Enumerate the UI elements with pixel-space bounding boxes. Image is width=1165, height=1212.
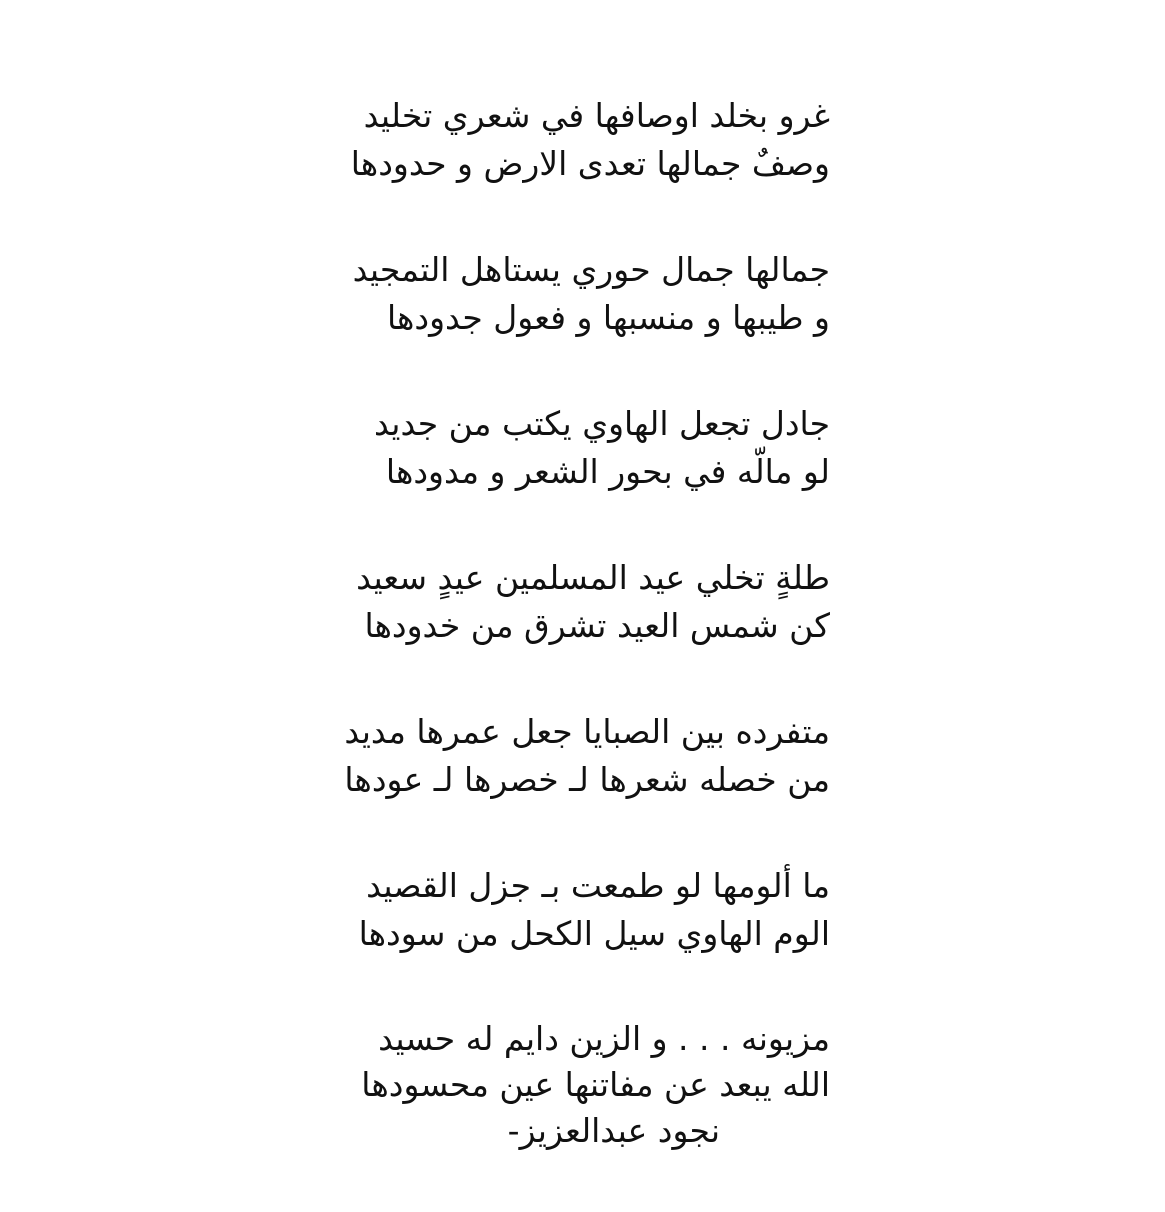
stanza-1 bbox=[300, 92, 830, 188]
verse-line: جادل تجعل الهاوي يكتب من جديد bbox=[373, 404, 830, 443]
stanza-3 bbox=[300, 400, 830, 496]
verse-line: مزيونه . . . و الزين دايم له حسيد bbox=[378, 1019, 830, 1058]
stanza-6 bbox=[300, 862, 830, 958]
verse-line: وصفٌ جمالها تعدى الارض و حدودها bbox=[350, 144, 830, 183]
verse-line: كن شمس العيد تشرق من خدودها bbox=[364, 606, 830, 645]
stanza-2 bbox=[300, 246, 830, 342]
stanza-5 bbox=[300, 708, 830, 804]
stanza-4 bbox=[300, 554, 830, 650]
verse-line: ما ألومها لو طمعت بـ جزل القصيد bbox=[366, 866, 830, 905]
stanza-7 bbox=[300, 1016, 830, 1154]
verse-line: طلةٍ تخلي عيد المسلمين عيدٍ سعيد bbox=[356, 558, 830, 597]
author-signature: نجود عبدالعزيز- bbox=[507, 1111, 720, 1150]
poem-body bbox=[300, 92, 830, 1212]
verse-line: غرو بخلد اوصافها في شعري تخليد bbox=[363, 96, 830, 135]
verse-line: من خصله شعرها لـ خصرها لـ عودها bbox=[344, 760, 830, 799]
verse-line: لو مالّه في بحور الشعر و مدودها bbox=[385, 452, 830, 491]
verse-line: و طيبها و منسبها و فعول جدودها bbox=[386, 298, 830, 337]
verse-line: الوم الهاوي سيل الكحل من سودها bbox=[358, 914, 830, 953]
verse-line: متفرده بين الصبايا جعل عمرها مديد bbox=[344, 712, 830, 751]
verse-line: جمالها جمال حوري يستاهل التمجيد bbox=[352, 250, 830, 289]
verse-line: الله يبعد عن مفاتنها عين محسودها bbox=[361, 1065, 830, 1104]
